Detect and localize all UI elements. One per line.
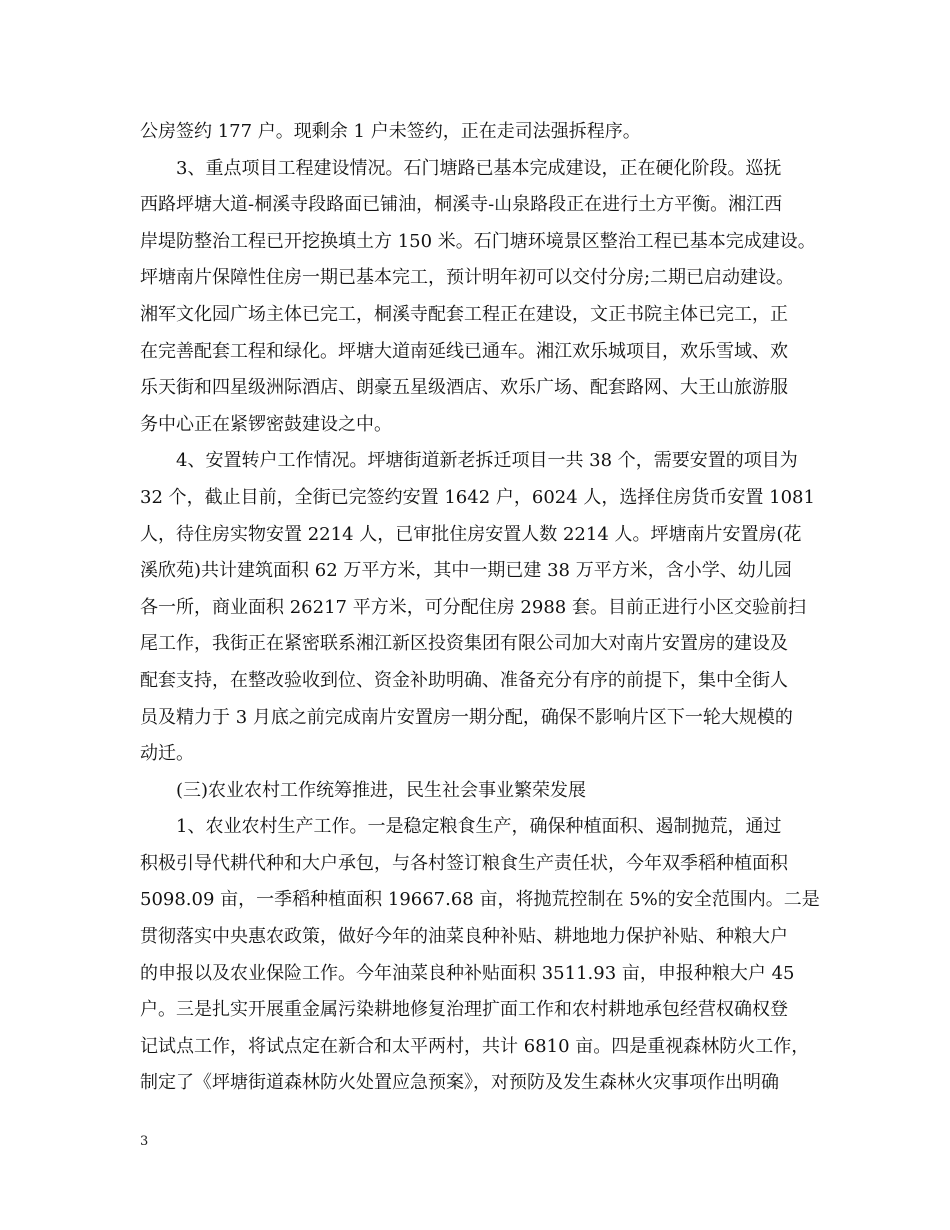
text-line: 尾工作，我街正在紧密联系湘江新区投资集团有限公司加大对南片安置房的建设及	[140, 633, 788, 655]
text-line: 1、农业农村生产工作。一是稳定粮食生产，确保种植面积、遏制抛荒，通过	[176, 816, 782, 838]
text-line: 乐天街和四星级洲际酒店、朗豪五星级酒店、欢乐广场、配套路网、大王山旅游服	[140, 377, 788, 399]
text-line: 湘军文化园广场主体已完工，桐溪寺配套工程正在建设，文正书院主体已完工，正	[140, 303, 788, 325]
text-line: 贯彻落实中央惠农政策，做好今年的油菜良种补贴、耕地地力保护补贴、种粮大户	[140, 926, 788, 948]
text-line: 务中心正在紧锣密鼓建设之中。	[140, 413, 392, 435]
text-line: 西路坪塘大道-桐溪寺段路面已铺油，桐溪寺-山泉路段正在进行土方平衡。湘江西	[140, 194, 783, 216]
text-line: 人，待住房实物安置 2214 人，已审批住房安置人数 2214 人。坪塘南片安置房(花	[140, 523, 802, 545]
text-line: 5098.09 亩，一季稻种植面积 19667.68 亩，将抛荒控制在 5%的安全范围内。二是	[140, 889, 820, 911]
text-line: 记试点工作，将试点定在新合和太平两村，共计 6810 亩。四是重视森林防火工作，	[140, 1035, 810, 1057]
text-line: 的申报以及农业保险工作。今年油菜良种补贴面积 3511.93 亩，申报种粮大户 45	[140, 962, 795, 984]
text-line: 岸堤防整治工程已开挖换填土方 150 米。石门塘环境景区整治工程已基本完成建设。	[140, 230, 816, 252]
page-number: 3	[140, 1134, 149, 1149]
text-line: 溪欣苑)共计建筑面积 62 万平方米，其中一期已建 38 万平方米，含小学、幼儿园	[140, 560, 792, 582]
text-line: 配套支持，在整改验收到位、资金补助明确、准备充分有序的前提下，集中全街人	[140, 669, 788, 691]
text-line: 员及精力于 3 月底之前完成南片安置房一期分配，确保不影响片区下一轮大规模的	[140, 706, 793, 728]
document-body	[140, 114, 820, 1102]
text-line: 积极引导代耕代种和大户承包，与各村签订粮食生产责任状，今年双季稻种植面积	[140, 852, 788, 874]
text-line: 坪塘南片保障性住房一期已基本完工，预计明年初可以交付分房;二期已启动建设。	[140, 267, 795, 289]
text-line: 32 个，截止目前，全街已完签约安置 1642 户，6024 人，选择住房货币安置 1081	[140, 486, 815, 508]
text-line: 户。三是扎实开展重金属污染耕地修复治理扩面工作和农村耕地承包经营权确权登	[140, 999, 788, 1021]
text-line: 4、安置转户工作情况。坪塘街道新老拆迁项目一共 38 个，需要安置的项目为	[176, 450, 798, 472]
text-line: 制定了《坪塘街道森林防火处置应急预案》，对预防及发生森林火灾事项作出明确	[140, 1072, 779, 1094]
text-line: 公房签约 177 户。现剩余 1 户未签约，正在走司法强拆程序。	[140, 121, 641, 142]
text-line: 3、重点项目工程建设情况。石门塘路已基本完成建设，正在硬化阶段。巡抚	[176, 157, 782, 179]
section-heading: (三)农业农村工作统筹推进，民生社会事业繁荣发展	[176, 779, 587, 801]
text-line: 各一所，商业面积 26217 平方米，可分配住房 2988 套。目前正进行小区交验前扫	[140, 596, 806, 618]
text-line: 动迁。	[140, 743, 194, 765]
text-line: 在完善配套工程和绿化。坪塘大道南延线已通车。湘江欢乐城项目，欢乐雪域、欢	[140, 340, 788, 362]
